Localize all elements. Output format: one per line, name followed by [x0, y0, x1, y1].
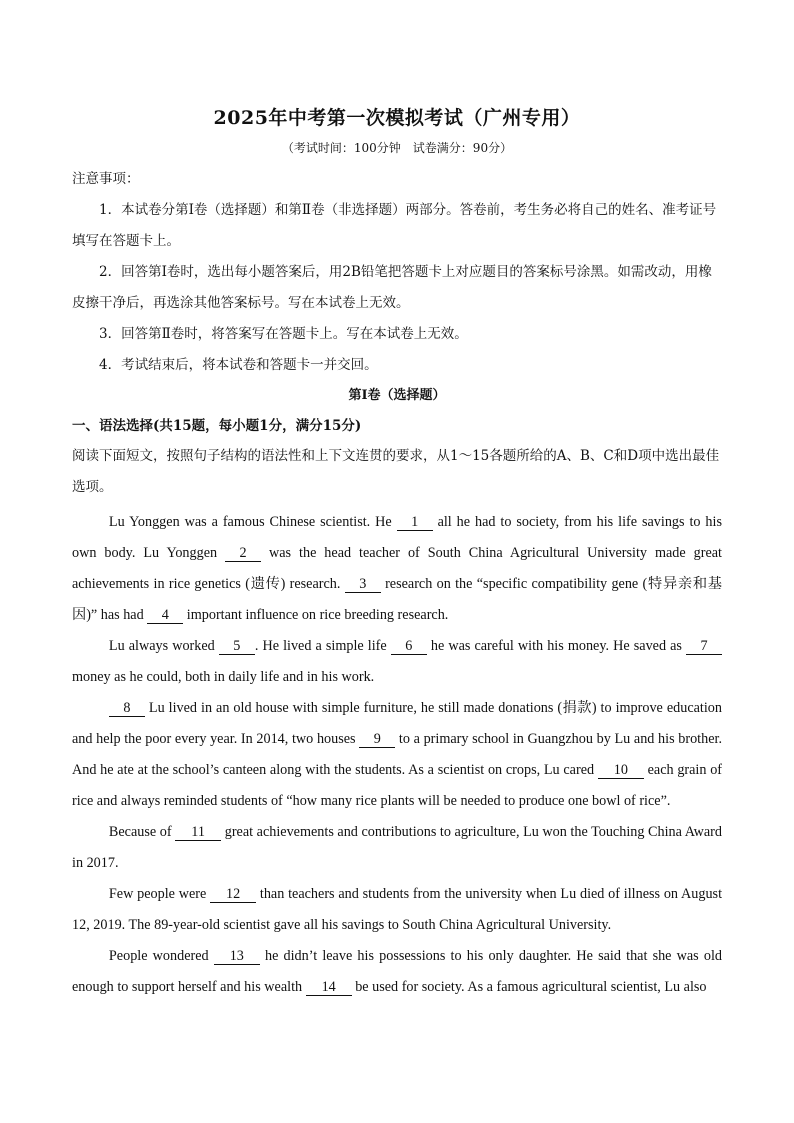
blank-10: 10 — [598, 762, 644, 779]
blank-12: 12 — [210, 886, 256, 903]
passage-paragraph-3: 8 Lu lived in an old house with simple furniture, he still made donations (捐款) to improve education and help the poor every year. In 2014, two houses 9 to a primary school in Guangzhou by Lu and his brother. And he ate at the school’s canteen along with the students. As a scientist on crops, Lu cared 10 each grain of rice and always reminded students of “how many rice plants will be needed to produce one bowl of rice”. — [72, 700, 723, 809]
blank-14: 14 — [306, 979, 352, 996]
blank-9: 9 — [359, 731, 395, 748]
notice-item-2: 2．回答第Ⅰ卷时，选出每小题答案后，用2B铅笔把答题卡上对应题目的答案标号涂黑。如需改动，用橡皮擦干净后，再选涂其他答案标号。写在本试卷上无效。 — [72, 264, 712, 311]
blank-3: 3 — [345, 576, 381, 593]
blank-13: 13 — [214, 948, 260, 965]
blank-5: 5 — [219, 638, 255, 655]
passage-paragraph-6: People wondered 13 he didn’t leave his possessions to his only daughter. He said that she was old enough to support herself and his wealth 14 be used for society. As a famous agricultural scientist, Lu also — [72, 948, 723, 995]
blank-1: 1 — [397, 514, 433, 531]
blank-11: 11 — [175, 824, 221, 841]
passage-paragraph-2: Lu always worked 5 . He lived a simple life 6 he was careful with his money. He saved as 7 money as he could, both in daily life and in his work. — [72, 631, 722, 693]
part-heading: 一、语法选择(共15题，每小题1分，满分15分) — [72, 418, 362, 434]
page-title: 2025年中考第一次模拟考试（广州专用） — [213, 107, 581, 129]
passage-paragraph-4: Because of 11 great achievements and contributions to agriculture, Lu won the Touching China Award in 2017. — [72, 824, 723, 871]
blank-2: 2 — [225, 545, 261, 562]
blank-4: 4 — [147, 607, 183, 624]
passage — [72, 507, 722, 1003]
notice-item-3: 3．回答第Ⅱ卷时，将答案写在答题卡上。写在本试卷上无效。 — [99, 326, 468, 342]
part-instruction: 阅读下面短文，按照句子结构的语法性和上下文连贯的要求，从1～15各题所给的A、B、C和D项中选出最佳选项。 — [72, 448, 720, 495]
section-heading: 第Ⅰ卷（选择题） — [348, 388, 446, 403]
notice-heading: 注意事项： — [72, 171, 140, 187]
blank-6: 6 — [391, 638, 427, 655]
blank-8: 8 — [109, 700, 145, 717]
blank-7: 7 — [686, 638, 722, 655]
passage-paragraph-1: Lu Yonggen was a famous Chinese scientist. He 1 all he had to society, from his life savings to his own body. Lu Yonggen 2 was the head teacher of South China Agricultural University made great achievements in rice genetics (遗传) research. 3 research on the “specific compatibility gene (特异亲和基因)” has had 4 important influence on rice breeding research. — [72, 514, 722, 623]
notice-item-1: 1．本试卷分第Ⅰ卷（选择题）和第Ⅱ卷（非选择题）两部分。答卷前，考生务必将自己的姓名、准考证号填写在答题卡上。 — [72, 202, 717, 249]
notice-block — [72, 164, 722, 381]
exam-info: （考试时间：100分钟 试卷满分：90分） — [281, 141, 513, 155]
passage-paragraph-5: Few people were 12 than teachers and students from the university when Lu died of illness on August 12, 2019. The 89-year-old scientist gave all his savings to South China Agricultural University. — [72, 886, 723, 933]
notice-item-4: 4．考试结束后，将本试卷和答题卡一并交回。 — [99, 357, 378, 373]
